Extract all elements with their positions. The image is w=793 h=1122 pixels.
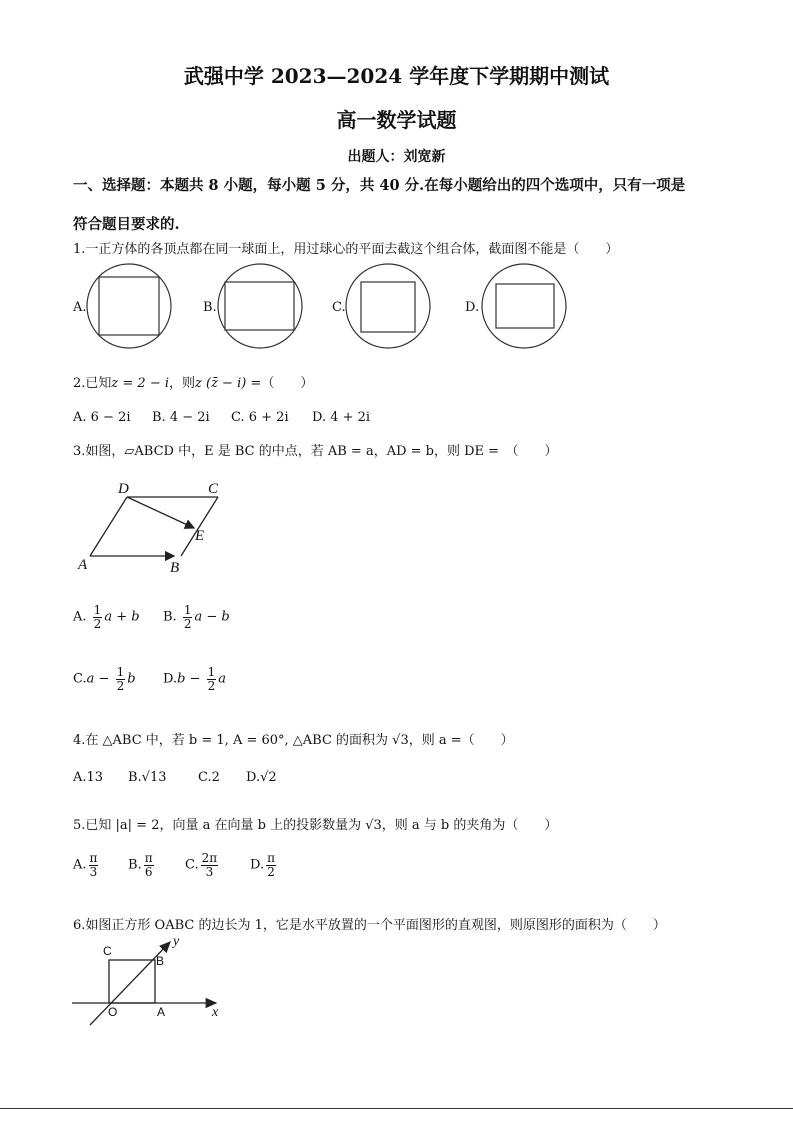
q1-option-d-label: D.: [465, 300, 480, 315]
q5-d-num: π: [267, 851, 275, 865]
q5-b-num: π: [144, 851, 153, 865]
q6-label-a: A: [157, 1005, 166, 1019]
q3-label-b: B: [170, 560, 180, 576]
q1-option-c-label: C.: [332, 300, 346, 315]
q2-stem-then: ，则: [169, 376, 196, 391]
page-bottom-rule: [0, 1108, 793, 1109]
q5-a-num: π: [89, 851, 98, 865]
exam-title: 武强中学 2023—2024 学年度下学期期中测试: [183, 64, 610, 88]
q3-option-b-label: B.: [163, 609, 177, 625]
q3-b-vec-a: a: [194, 609, 203, 625]
question-1-stem: 1.一正方体的各顶点都在同一球面上，用过球心的平面去截这个组合体，截面图不能是（ ）: [73, 242, 619, 257]
q5-b-label: B.: [128, 857, 142, 873]
q1-option-a-label: A.: [73, 300, 87, 315]
q3-label-c: C: [208, 481, 219, 497]
q3-d-vec-a: a: [218, 671, 227, 687]
q4-option-b: B.√13: [128, 770, 167, 785]
question-6-stem: 6.如图正方形 OABC 的边长为 1，它是水平放置的一个平面图形的直观图，则原图形的面积为（ ）: [73, 918, 666, 933]
q6-label-o: O: [108, 1005, 118, 1019]
q3-label-e: E: [195, 528, 205, 544]
q4-option-c: C.2: [198, 770, 220, 785]
q3-a-den: 2: [93, 616, 102, 631]
q3-c-den: 2: [116, 678, 125, 693]
q2-option-a: A. 6 − 2i: [73, 410, 131, 425]
q5-a-label: A.: [73, 857, 87, 873]
q6-label-y: y: [173, 934, 180, 949]
q5-c-num: 2π: [201, 851, 218, 865]
exam-subtitle: 高一数学试题: [336, 108, 457, 132]
q2-stem-paren: （ ）: [261, 376, 314, 391]
q3-c-op: −: [98, 671, 110, 687]
section-heading-line1: 一、选择题：本题共 8 小题，每小题 5 分，共 40 分.在每小题给出的四个选项中，只有一项是: [73, 177, 686, 194]
q3-b-vec-b: b: [221, 609, 230, 625]
q3-a-vec-b: b: [131, 609, 140, 625]
q3-option-d-label: D.: [163, 671, 178, 687]
q3-c-vec-a: a: [86, 671, 95, 687]
q6-label-x: x: [212, 1005, 219, 1020]
q6-label-b: B: [156, 954, 165, 968]
q2-option-d: D. 4 + 2i: [312, 410, 371, 425]
q4-option-d: D.√2: [246, 770, 277, 785]
q3-label-d: D: [118, 481, 129, 497]
q3-c-num: 1: [116, 665, 125, 679]
q5-d-den: 2: [267, 864, 275, 879]
q3-b-num: 1: [183, 603, 192, 617]
q2-stem-prefix: 2.已知: [73, 376, 112, 391]
q2-option-c: C. 6 + 2i: [231, 410, 289, 425]
q6-label-c: C: [103, 944, 112, 958]
q3-a-vec-a: a: [104, 609, 113, 625]
q3-b-op: −: [206, 609, 218, 625]
q3-b-den: 2: [183, 616, 192, 631]
q5-a-den: 3: [89, 864, 98, 879]
q3-d-vec-b: b: [177, 671, 186, 687]
question-5-stem: 5.已知 |a| = 2，向量 a 在向量 b 上的投影数量为 √3，则 a 与 b 的夹角为（ ）: [73, 818, 558, 833]
q5-c-label: C.: [185, 857, 199, 873]
q3-c-vec-b: b: [127, 671, 136, 687]
q3-label-a: A: [78, 557, 88, 573]
q5-b-den: 6: [144, 864, 153, 879]
q1-option-b-label: B.: [203, 300, 217, 315]
q3-a-op: +: [116, 609, 128, 625]
q5-c-den: 3: [205, 864, 214, 879]
q4-option-a: A.13: [73, 770, 104, 785]
q3-d-op: −: [189, 671, 201, 687]
q2-option-b: B. 4 − 2i: [152, 410, 210, 425]
question-3-stem: 3.如图，▱ABCD 中，E 是 BC 的中点，若 AB = a，AD = b，则 DE = （ ）: [73, 444, 558, 459]
question-4-stem: 4.在 △ABC 中，若 b = 1, A = 60°, △ABC 的面积为 √3，则 a =（ ）: [73, 733, 514, 748]
q2-expr-z: z = 2 − i: [111, 376, 169, 391]
q3-option-a-label: A.: [73, 609, 87, 625]
q3-a-num: 1: [93, 603, 102, 617]
q3-d-den: 2: [207, 678, 216, 693]
q3-option-c-label: C.: [73, 671, 87, 687]
q5-d-label: D.: [250, 857, 265, 873]
section-heading-line2: 符合题目要求的.: [73, 216, 180, 233]
q2-expr-target: z (z̄ − i) =: [195, 376, 262, 391]
q3-d-num: 1: [207, 665, 216, 679]
exam-author: 出题人：刘宽新: [347, 149, 446, 165]
